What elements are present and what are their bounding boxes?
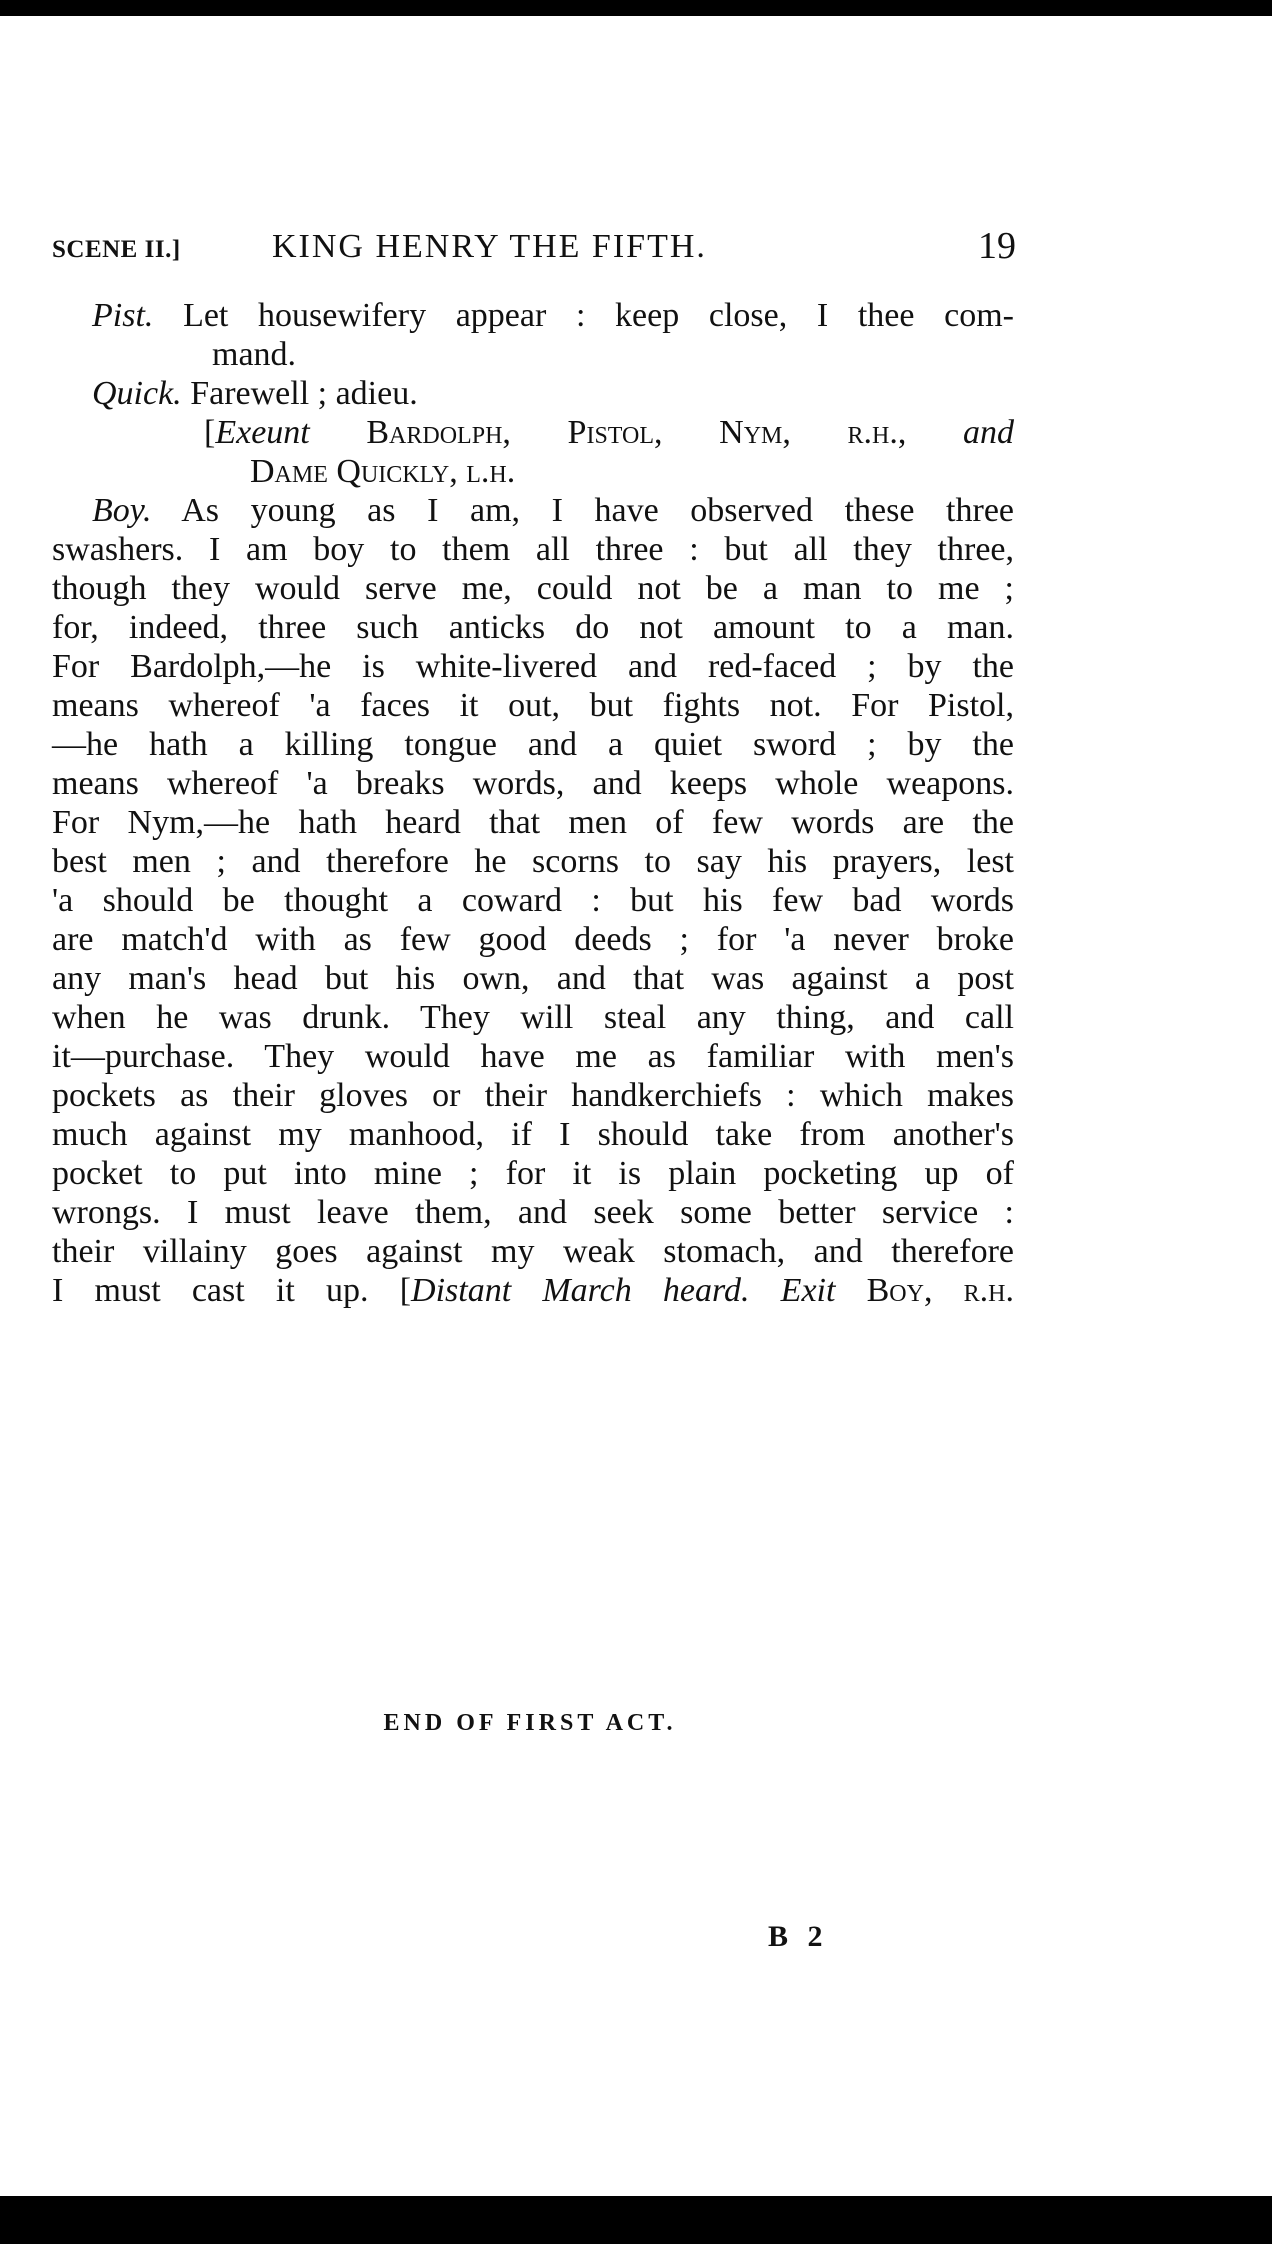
text-line: best men ; and therefore he scorns to say his prayers, lest: [52, 843, 1014, 880]
scene-label: SCENE II.]: [52, 236, 181, 263]
stage-direction: [52, 452, 1014, 491]
page-number: 19: [978, 225, 1016, 267]
text-line: For Nym,—he hath heard that men of few words are the: [52, 804, 1014, 841]
text-line: [52, 1271, 1014, 1310]
bracket: [: [399, 1272, 412, 1309]
character-names: Dame Quickly,: [250, 453, 458, 490]
stage-and: and: [963, 414, 1014, 451]
end-of-act: END OF FIRST ACT.: [383, 1710, 677, 1736]
bracket: [: [204, 414, 216, 451]
stage-position: r.h.: [963, 1272, 1015, 1309]
dialogue: As young as I am, I have observed these three: [181, 492, 1015, 529]
stage-direction-text: Distant March heard. Exit: [411, 1272, 836, 1309]
speaker-name: Pist.: [92, 297, 154, 334]
text-line: pockets as their gloves or their handkerchiefs : which makes: [52, 1077, 1014, 1114]
text-line: [52, 491, 1014, 530]
text-line: means whereof 'a breaks words, and keeps whole weapons.: [52, 765, 1014, 802]
page-title: KING HENRY THE FIFTH.: [272, 228, 707, 265]
stage-direction: [52, 413, 1014, 452]
running-head: [52, 222, 1016, 270]
top-border: [0, 0, 1272, 16]
text-line: [52, 335, 1014, 374]
dialogue: I must cast it up.: [52, 1272, 369, 1309]
stage-position: r.h.,: [847, 414, 907, 451]
text-line: —he hath a killing tongue and a quiet sword ; by the: [52, 726, 1014, 763]
text-line: 'a should be thought a coward : but his few bad words: [52, 882, 1014, 919]
text-line: swashers. I am boy to them all three : but all they three,: [52, 531, 1014, 568]
text-line: it—purchase. They would have me as familiar with men's: [52, 1038, 1014, 1075]
speaker-name: Quick.: [92, 375, 182, 412]
text-line: are match'd with as few good deeds ; for 'a never broke: [52, 921, 1014, 958]
dialogue: mand.: [212, 336, 297, 373]
character-names: Boy,: [866, 1272, 933, 1309]
stage-exeunt: Exeunt: [215, 414, 310, 451]
text-line: [52, 374, 1014, 413]
text-line: though they would serve me, could not be a man to me ;: [52, 570, 1014, 607]
text-line: pocket to put into mine ; for it is plain pocketing up of: [52, 1155, 1014, 1192]
text-line: For Bardolph,—he is white-livered and red-faced ; by the: [52, 648, 1014, 685]
character-names: Bardolph, Pistol, Nym,: [366, 414, 791, 451]
text-line: means whereof 'a faces it out, but fights not. For Pistol,: [52, 687, 1014, 724]
speaker-name: Boy.: [92, 492, 152, 529]
text-line: for, indeed, three such anticks do not amount to a man.: [52, 609, 1014, 646]
bottom-border: [0, 2196, 1272, 2244]
dialogue: Let housewifery appear : keep close, I thee com-: [183, 297, 1014, 334]
play-text: [52, 296, 1014, 1310]
text-line: wrongs. I must leave them, and seek some better service :: [52, 1194, 1014, 1231]
signature-mark: B 2: [768, 1920, 829, 1953]
text-line: [52, 296, 1014, 335]
text-line: when he was drunk. They will steal any thing, and call: [52, 999, 1014, 1036]
text-line: much against my manhood, if I should take from another's: [52, 1116, 1014, 1153]
dialogue: Farewell ; adieu.: [190, 375, 418, 412]
text-line: their villainy goes against my weak stomach, and therefore: [52, 1233, 1014, 1270]
text-line: any man's head but his own, and that was against a post: [52, 960, 1014, 997]
stage-position: l.h.: [466, 453, 516, 490]
